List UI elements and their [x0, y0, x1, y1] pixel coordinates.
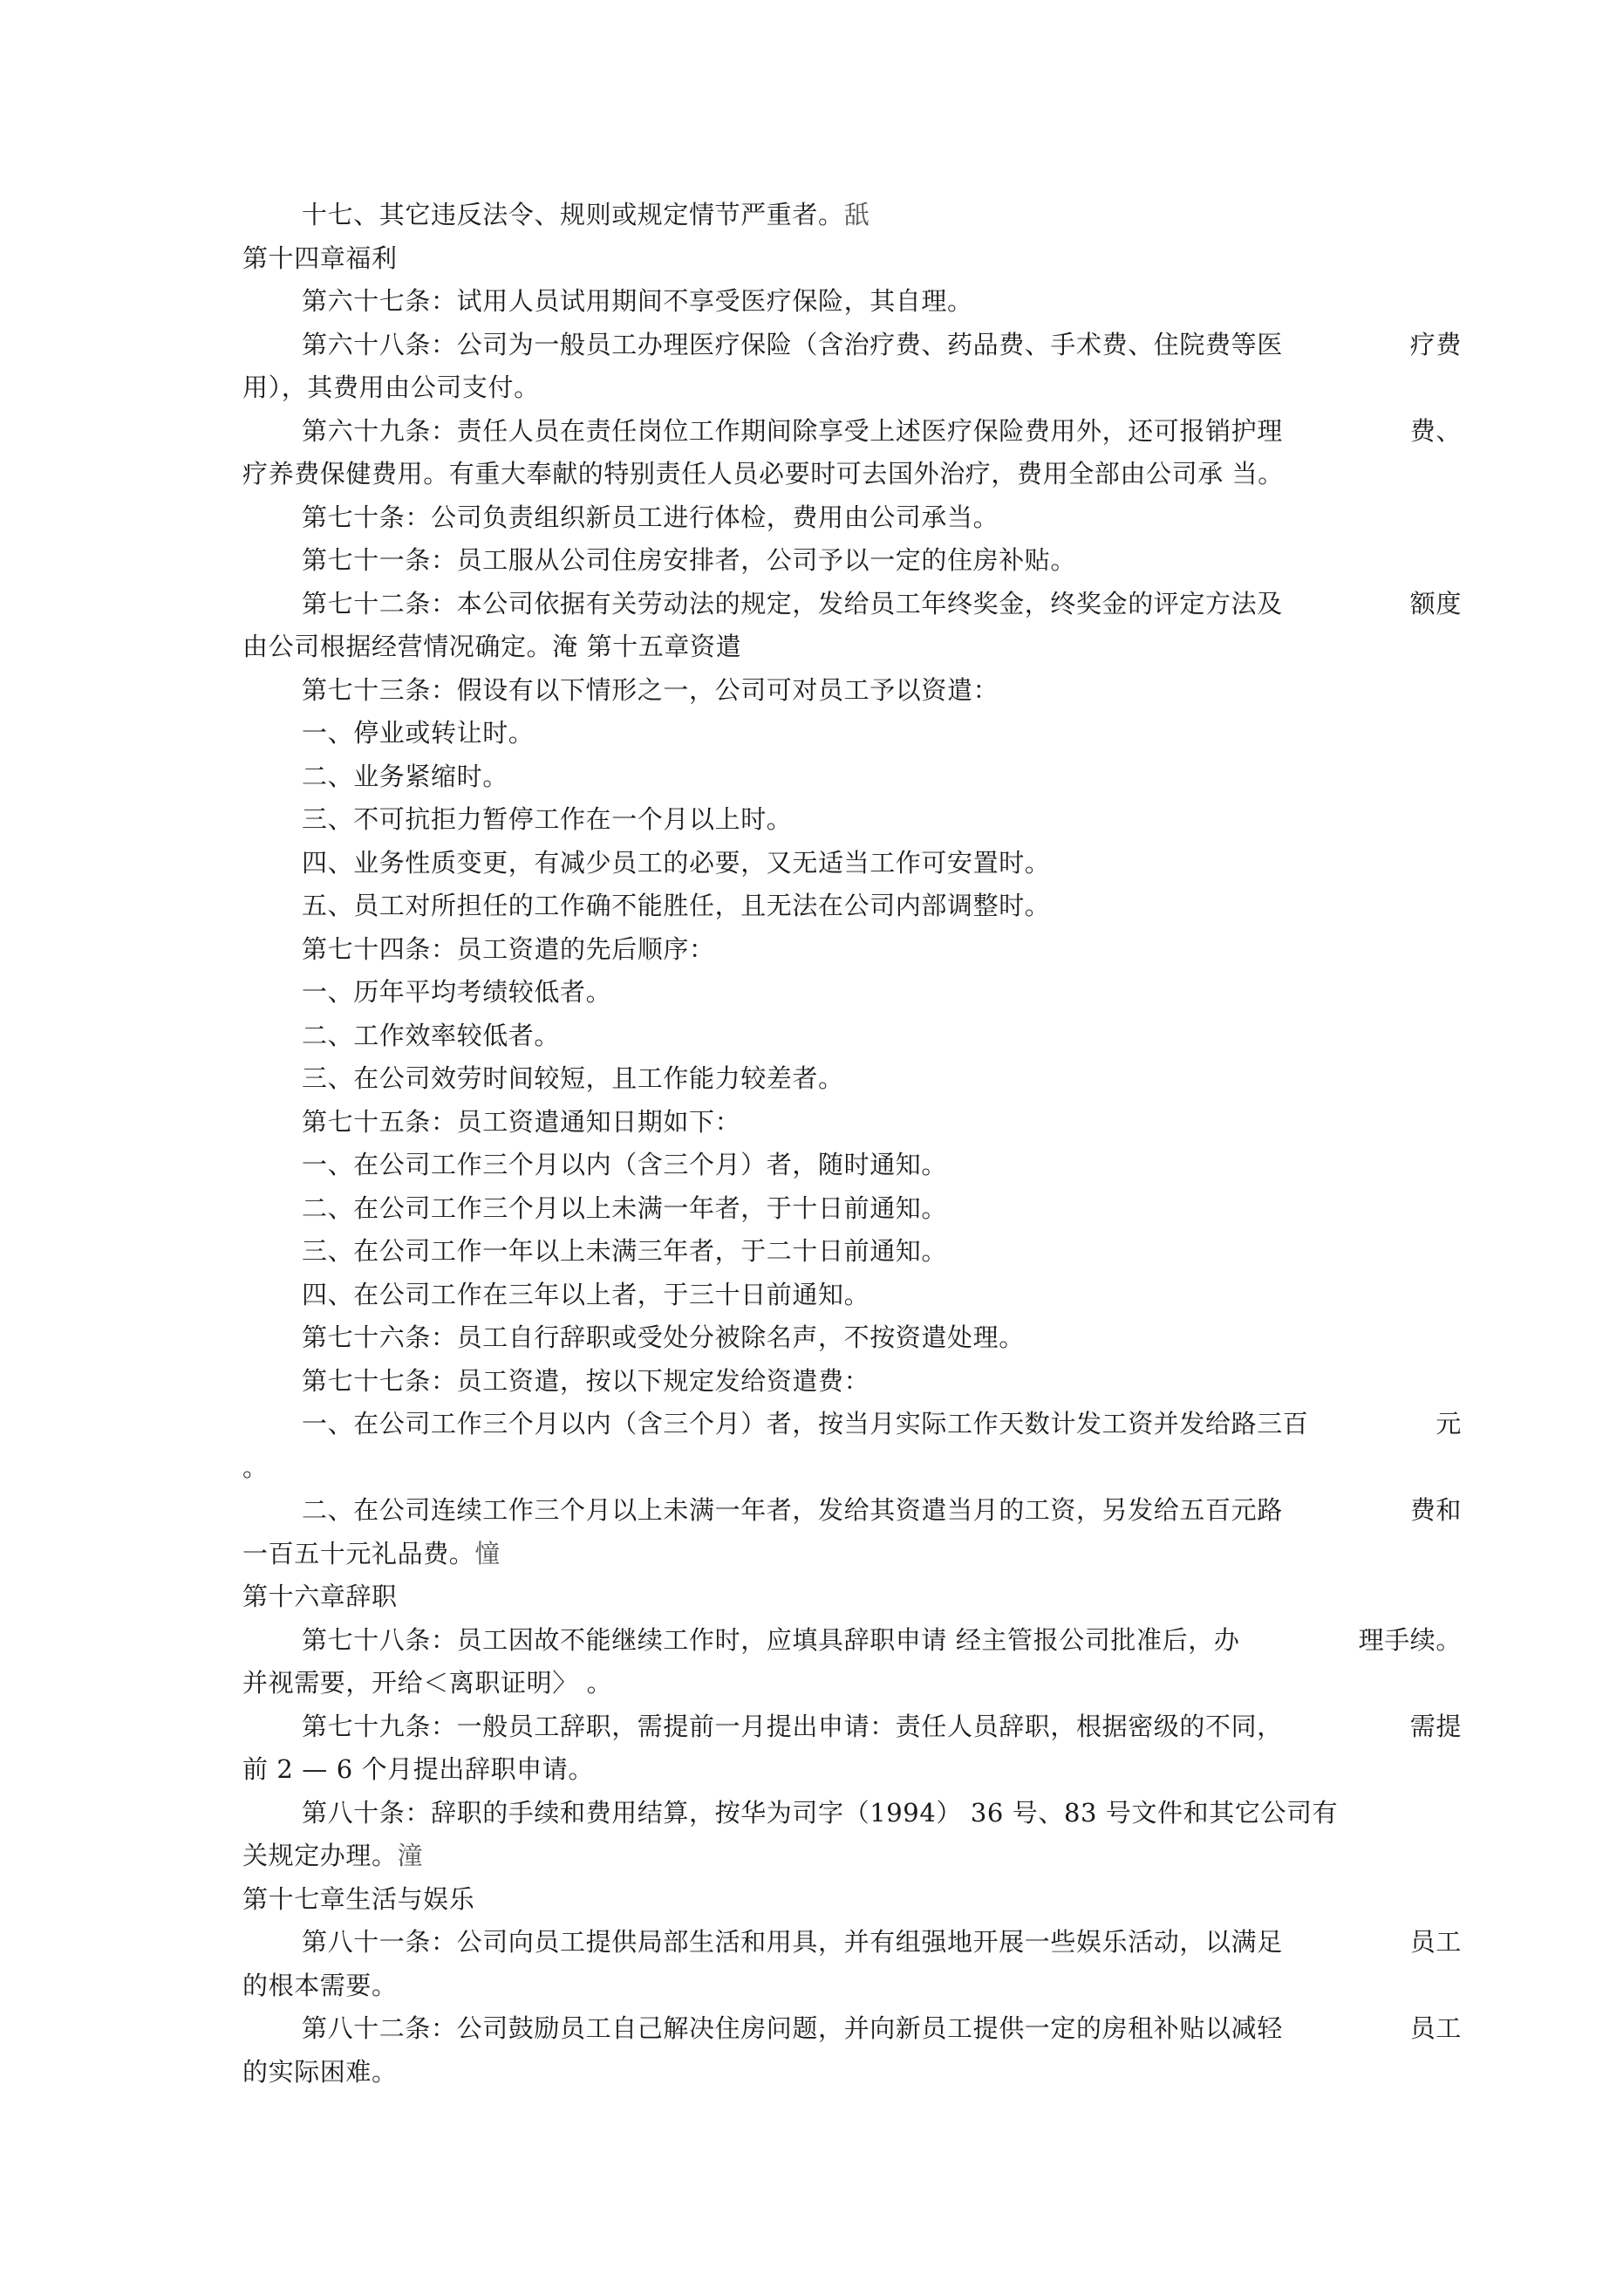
text-line — [242, 625, 1402, 669]
line-text: 一、停业或转让时。 — [302, 718, 535, 748]
line-text-right: 理手续。 — [1358, 1624, 1462, 1655]
line-text-left: 第八十一条：公司向员工提供局部生活和用具，并有组强地开展一些娱乐活动，以满足 — [302, 1927, 1283, 1957]
text-line — [242, 928, 1402, 972]
text-line — [242, 1748, 1402, 1792]
line-text: 第七十一条：员工服从公司住房安排者，公司予以一定的住房补贴。 — [302, 545, 1077, 575]
line-text-right: 员工 — [1409, 2013, 1462, 2043]
line-text: 用），其费用由公司支付。 — [242, 372, 540, 402]
text-line — [242, 1360, 1402, 1404]
list-item — [242, 842, 1402, 885]
heading-text: 第十四章福利 — [242, 243, 398, 273]
line-text: 第七十五条：员工资遣通知日期如下： — [302, 1106, 741, 1137]
ocr-artifact: 潼 — [397, 1841, 424, 1870]
text-line — [242, 1533, 1402, 1576]
chapter-heading — [242, 1575, 1402, 1619]
list-item — [242, 1489, 1462, 1533]
text-line — [242, 2007, 1462, 2051]
text-line — [242, 1921, 1462, 1965]
line-text-right: 员工 — [1409, 1927, 1462, 1957]
text-line — [242, 669, 1402, 713]
text-line — [242, 1446, 1402, 1490]
line-text: 关规定办理。 — [242, 1841, 398, 1870]
line-text: 第七十四条：员工资遣的先后顺序： — [302, 933, 715, 964]
line-text: 前 2 — 6 个月提出辞职申请。 — [242, 1754, 594, 1784]
text-line — [242, 539, 1402, 583]
line-text: 二、业务紧缩时。 — [302, 761, 508, 791]
line-text: 五、员工对所担任的工作确不能胜任，且无法在公司内部调整时。 — [302, 891, 1051, 920]
line-text-left: 第七十八条：员工因故不能继续工作时，应填具辞职申请 经主管报公司批准后，办 — [302, 1624, 1240, 1655]
heading-text: 第十七章生活与娱乐 — [242, 1883, 475, 1914]
chapter-heading — [242, 237, 1402, 281]
list-item — [242, 798, 1402, 842]
text-line — [242, 1619, 1462, 1663]
ocr-artifact: 憧 — [474, 1538, 501, 1568]
line-text: 三、不可抗拒力暂停工作在一个月以上时。 — [302, 804, 793, 834]
line-text-right: 疗费 — [1409, 329, 1462, 359]
line-text: 二、工作效率较低者。 — [302, 1020, 561, 1050]
list-item — [242, 1274, 1402, 1317]
line-text: 一、历年平均考绩较低者。 — [302, 977, 612, 1007]
line-text: 一、在公司工作三个月以内（含三个月）者，随时通知。 — [302, 1150, 948, 1179]
line-text: 的根本需要。 — [242, 1970, 398, 2000]
list-item — [242, 755, 1402, 799]
line-text-right: 额度 — [1409, 588, 1462, 618]
line-text: 第七十六条：员工自行辞职或受处分被除名声，不按资遣处理。 — [302, 1322, 1025, 1352]
line-text: 第七十三条：假设有以下情形之一，公司可对员工予以资遣： — [302, 674, 999, 705]
line-text: 三、在公司效劳时间较短，且工作能力较差者。 — [302, 1063, 844, 1093]
list-item — [242, 712, 1402, 755]
line-text: 四、业务性质变更，有减少员工的必要，又无适当工作可安置时。 — [302, 847, 1051, 878]
line-text: 第七十七条：员工资遣，按以下规定发给资遣费： — [302, 1365, 870, 1396]
line-text-right: 需提 — [1409, 1711, 1462, 1741]
line-text: 。 — [242, 1452, 269, 1482]
line-text: 三、在公司工作一年以上未满三年者，于二十日前通知。 — [302, 1236, 948, 1266]
text-line — [242, 583, 1462, 626]
line-text-right: 费、 — [1409, 415, 1462, 446]
line-text: 第六十七条：试用人员试用期间不享受医疗保险，其自理。 — [302, 286, 973, 316]
ocr-artifact: 舐 — [843, 200, 870, 229]
line-text: 第八十条：辞职的手续和费用结算，按华为司字（1994） 36 号、83 号文件和其它公司有 — [302, 1797, 1339, 1828]
line-text: 由公司根据经营情况确定。淹 第十五章资遣 — [242, 632, 742, 661]
line-text-left: 第六十九条：责任人员在责任岗位工作期间除享受上述医疗保险费用外，还可报销护理 — [302, 415, 1283, 446]
line-text: 第七十条：公司负责组织新员工进行体检，费用由公司承当。 — [302, 502, 999, 532]
text-line — [242, 280, 1402, 324]
list-item — [242, 971, 1402, 1015]
line-text-right: 费和 — [1409, 1495, 1462, 1525]
list-item — [242, 885, 1402, 928]
list-item — [242, 1144, 1402, 1187]
line-text-left: 一、在公司工作三个月以内（含三个月）者，按当月实际工作天数计发工资并发给路三百 — [302, 1409, 1309, 1438]
text-line — [242, 366, 1402, 410]
text-line — [242, 324, 1462, 367]
text-line — [242, 1316, 1402, 1360]
line-text-right: 元 — [1435, 1409, 1462, 1438]
text-line — [242, 1835, 1402, 1878]
text-line — [242, 410, 1462, 454]
list-item — [242, 1187, 1402, 1231]
list-item — [242, 1403, 1462, 1446]
chapter-heading — [242, 1878, 1402, 1922]
text-line — [242, 1662, 1402, 1705]
text-line — [242, 496, 1402, 540]
line-text: 一百五十元礼品费。 — [242, 1538, 475, 1568]
text-line — [242, 1792, 1402, 1835]
text-line — [242, 1705, 1462, 1749]
line-text: 的实际困难。 — [242, 2056, 398, 2087]
line-text: 四、在公司工作在三年以上者，于三十日前通知。 — [302, 1279, 870, 1309]
text-line — [242, 453, 1402, 496]
line-text-left: 第七十二条：本公司依据有关劳动法的规定，发给员工年终奖金，终奖金的评定方法及 — [302, 588, 1283, 618]
text-line — [242, 1101, 1402, 1145]
list-item — [242, 1015, 1402, 1058]
line-text-left: 第七十九条：一般员工辞职，需提前一月提出申请：责任人员辞职，根据密级的不同， — [302, 1711, 1283, 1741]
line-text-left: 第六十八条：公司为一般员工办理医疗保险（含治疗费、药品费、手术费、住院费等医 — [302, 329, 1283, 359]
line-text: 二、在公司工作三个月以上未满一年者，于十日前通知。 — [302, 1192, 948, 1223]
heading-text: 第十六章辞职 — [242, 1582, 398, 1611]
document-body — [242, 194, 1462, 2094]
text-line — [242, 194, 1402, 237]
text-line — [242, 2051, 1402, 2094]
line-text-left: 第八十二条：公司鼓励员工自己解决住房问题，并向新员工提供一定的房租补贴以减轻 — [302, 2013, 1283, 2043]
line-text-left: 二、在公司连续工作三个月以上未满一年者，发给其资遣当月的工资，另发给五百元路 — [302, 1495, 1283, 1525]
list-item — [242, 1057, 1402, 1101]
line-text: 疗养费保健费用。有重大奉献的特别责任人员必要时可去国外治疗，费用全部由公司承 当。 — [242, 459, 1284, 489]
list-item — [242, 1230, 1402, 1274]
text-line — [242, 1965, 1402, 2008]
line-text: 十七、其它违反法令、规则或规定情节严重者。 — [302, 200, 844, 229]
line-text: 并视需要，开给＜离职证明〉 。 — [242, 1668, 613, 1698]
